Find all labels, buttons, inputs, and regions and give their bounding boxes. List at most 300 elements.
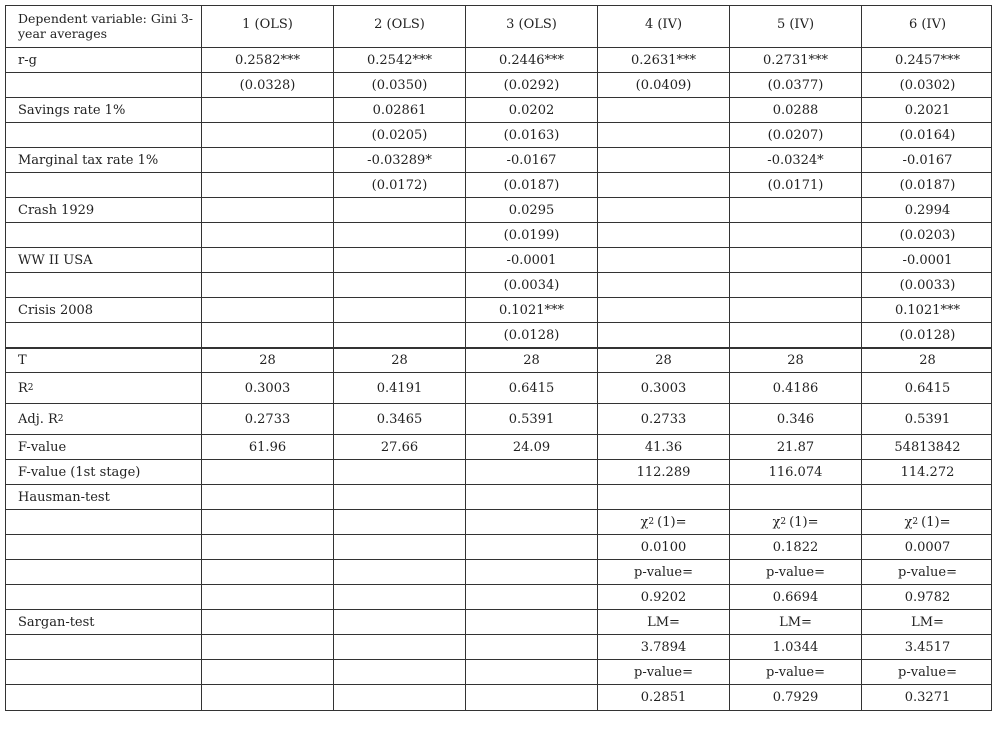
cell-value: 41.36 xyxy=(644,439,683,455)
table-row xyxy=(6,148,991,173)
table-cell xyxy=(466,435,598,459)
cell-value: p-value= xyxy=(766,564,825,580)
table-row xyxy=(6,173,991,198)
row-label xyxy=(6,123,202,147)
table-cell xyxy=(466,660,598,684)
table-cell xyxy=(598,460,730,484)
table-cell xyxy=(202,685,334,710)
row-label-text: Hausman-test xyxy=(18,489,110,505)
table-row xyxy=(6,404,991,435)
table-cell xyxy=(466,685,598,710)
table-row xyxy=(6,535,991,560)
row-label-text: T xyxy=(18,353,27,368)
table-cell xyxy=(862,560,993,584)
table-cell xyxy=(862,635,993,659)
table-cell xyxy=(202,48,334,72)
table-cell xyxy=(334,298,466,322)
table-cell xyxy=(466,485,598,509)
cell-value: 0.3003 xyxy=(244,380,291,396)
table-cell xyxy=(598,560,730,584)
cell-value: 0.2851 xyxy=(640,690,687,705)
table-cell: χ 2 (1)= xyxy=(730,510,862,534)
table-cell xyxy=(730,435,862,459)
table-row xyxy=(6,373,991,404)
table-cell xyxy=(466,98,598,122)
table-cell xyxy=(334,349,466,372)
row-label xyxy=(6,73,202,97)
cell-value: -0.0167 xyxy=(902,152,953,168)
table-cell xyxy=(730,373,862,403)
table-cell xyxy=(202,349,334,372)
table-cell xyxy=(598,685,730,710)
cell-value: (1)= xyxy=(921,514,951,530)
cell-value: 0.9782 xyxy=(904,589,951,605)
table-cell xyxy=(862,173,993,197)
table-cell xyxy=(730,535,862,559)
cell-value: (0.0187) xyxy=(503,177,560,193)
table-cell xyxy=(598,48,730,72)
table-cell xyxy=(334,485,466,509)
table-cell xyxy=(466,298,598,322)
row-label xyxy=(6,460,202,484)
cell-value: (0.0207) xyxy=(767,127,824,143)
table-row xyxy=(6,273,991,298)
row-label xyxy=(6,223,202,247)
table-row xyxy=(6,223,991,248)
column-header: 6 (IV) xyxy=(908,17,947,32)
table-cell xyxy=(202,323,334,347)
table-cell xyxy=(466,460,598,484)
chi-symbol: χ xyxy=(640,514,649,530)
table-row xyxy=(6,685,991,710)
row-label xyxy=(6,535,202,559)
table-cell xyxy=(202,535,334,559)
table-cell xyxy=(862,660,993,684)
table-cell xyxy=(334,173,466,197)
table-cell xyxy=(730,273,862,297)
table-cell xyxy=(598,373,730,403)
chi-symbol: χ xyxy=(904,514,913,530)
cell-value: 0.2457*** xyxy=(895,52,960,68)
row-label-text: WW II USA xyxy=(18,252,93,268)
cell-value: 0.0288 xyxy=(772,102,819,118)
row-label-text: Marginal tax rate 1% xyxy=(18,152,159,168)
cell-value: (0.0172) xyxy=(371,177,428,193)
table-cell xyxy=(466,323,598,347)
cell-value: 0.346 xyxy=(776,411,815,427)
table-cell xyxy=(862,485,993,509)
table-cell xyxy=(862,48,993,72)
cell-value: 0.2021 xyxy=(904,102,951,118)
row-label xyxy=(6,323,202,347)
cell-value: 0.2994 xyxy=(904,202,951,218)
table-cell xyxy=(334,273,466,297)
table-cell xyxy=(730,73,862,97)
table-cell xyxy=(598,198,730,222)
table-cell xyxy=(862,123,993,147)
cell-value: 116.074 xyxy=(768,464,823,480)
table-cell xyxy=(334,73,466,97)
cell-value: (0.0187) xyxy=(899,177,956,193)
table-cell xyxy=(862,198,993,222)
cell-value: 0.6415 xyxy=(508,380,555,396)
cell-value: (0.0409) xyxy=(635,77,692,93)
table-cell xyxy=(466,349,598,372)
table-cell xyxy=(730,560,862,584)
cell-value: 0.2631*** xyxy=(631,52,696,68)
table-row xyxy=(6,485,991,510)
row-label-text: Sargan-test xyxy=(18,614,95,630)
cell-value: 28 xyxy=(523,353,540,368)
table-cell xyxy=(202,404,334,434)
row-label xyxy=(6,273,202,297)
table-cell xyxy=(862,435,993,459)
table-cell xyxy=(202,635,334,659)
table-cell xyxy=(334,435,466,459)
cell-value: 0.2733 xyxy=(640,411,687,427)
table-cell xyxy=(334,323,466,347)
table-cell xyxy=(466,198,598,222)
cell-value: 0.0100 xyxy=(640,539,687,555)
table-cell xyxy=(730,48,862,72)
table-cell xyxy=(598,173,730,197)
table-cell xyxy=(334,685,466,710)
row-label: Adj. R 2 xyxy=(6,404,202,434)
table-cell xyxy=(466,635,598,659)
table-row xyxy=(6,248,991,273)
table-row xyxy=(6,585,991,610)
table-cell xyxy=(466,123,598,147)
row-label xyxy=(6,660,202,684)
table-cell xyxy=(598,404,730,434)
table-cell xyxy=(466,273,598,297)
table-cell xyxy=(466,404,598,434)
row-label-text: r-g xyxy=(18,52,37,68)
table-cell xyxy=(598,435,730,459)
cell-value: -0.0001 xyxy=(902,252,953,268)
cell-value: p-value= xyxy=(766,664,825,680)
table-row xyxy=(6,98,991,123)
table-cell xyxy=(598,635,730,659)
table-cell xyxy=(730,460,862,484)
table-cell xyxy=(862,460,993,484)
row-label xyxy=(6,298,202,322)
table-cell xyxy=(466,510,598,534)
table-cell xyxy=(730,685,862,710)
row-label-text: R xyxy=(18,380,28,396)
row-label-text: Savings rate 1% xyxy=(18,102,126,118)
table-cell xyxy=(202,98,334,122)
table-cell xyxy=(334,123,466,147)
row-label xyxy=(6,148,202,172)
table-cell xyxy=(202,198,334,222)
table-cell xyxy=(334,610,466,634)
regression-table xyxy=(5,5,992,711)
cell-value: 0.02861 xyxy=(372,102,427,118)
table-cell xyxy=(730,323,862,347)
table-cell xyxy=(862,148,993,172)
row-label-text: F-value xyxy=(18,439,67,455)
table-cell xyxy=(334,585,466,609)
cell-value: 0.1021*** xyxy=(895,302,960,318)
table-cell xyxy=(598,148,730,172)
cell-value: 0.3003 xyxy=(640,380,687,396)
cell-value: 28 xyxy=(919,353,936,368)
cell-value: (1)= xyxy=(657,514,687,530)
cell-value: (1)= xyxy=(789,514,819,530)
cell-value: (0.0205) xyxy=(371,127,428,143)
table-cell xyxy=(334,660,466,684)
cell-value: 28 xyxy=(391,353,408,368)
table-cell xyxy=(466,173,598,197)
cell-value: (0.0164) xyxy=(899,127,956,143)
column-header: 2 (OLS) xyxy=(334,6,466,47)
table-cell xyxy=(202,173,334,197)
cell-value: (0.0199) xyxy=(503,227,560,243)
table-cell xyxy=(730,223,862,247)
cell-value: (0.0033) xyxy=(899,277,956,293)
row-label xyxy=(6,610,202,634)
row-label xyxy=(6,435,202,459)
cell-value: 0.1822 xyxy=(772,539,819,555)
row-label-text: Adj. R xyxy=(18,411,58,427)
cell-value: 3.7894 xyxy=(640,639,687,655)
table-cell xyxy=(466,73,598,97)
table-row xyxy=(6,298,991,323)
cell-value: 0.6415 xyxy=(904,380,951,396)
table-cell xyxy=(862,685,993,710)
table-cell: χ 2 (1)= xyxy=(598,510,730,534)
cell-value: (0.0034) xyxy=(503,277,560,293)
table-cell xyxy=(730,610,862,634)
table-cell xyxy=(862,610,993,634)
cell-value: 28 xyxy=(655,353,672,368)
row-label xyxy=(6,173,202,197)
table-cell xyxy=(862,73,993,97)
table-cell xyxy=(598,273,730,297)
column-header: 1 (OLS) xyxy=(202,6,334,47)
table-cell xyxy=(334,373,466,403)
cell-value: 28 xyxy=(259,353,276,368)
table-row xyxy=(6,123,991,148)
table-cell xyxy=(202,510,334,534)
table-cell xyxy=(862,223,993,247)
table-cell xyxy=(730,349,862,372)
table-row xyxy=(6,460,991,485)
table-cell xyxy=(202,610,334,634)
cell-value: p-value= xyxy=(898,664,957,680)
table-cell xyxy=(862,404,993,434)
cell-value: 24.09 xyxy=(512,439,551,455)
table-cell xyxy=(598,223,730,247)
table-cell: χ 2 (1)= xyxy=(904,514,951,530)
table-cell xyxy=(730,660,862,684)
cell-value: 114.272 xyxy=(900,464,955,480)
table-cell xyxy=(730,585,862,609)
table-cell xyxy=(598,485,730,509)
cell-value: 0.4186 xyxy=(772,380,819,396)
cell-value: 0.5391 xyxy=(508,411,555,427)
table-cell xyxy=(334,404,466,434)
cell-value: LM= xyxy=(779,614,812,630)
table-cell xyxy=(202,585,334,609)
table-cell xyxy=(334,635,466,659)
table-cell xyxy=(862,323,993,347)
row-label xyxy=(6,349,202,372)
table-cell xyxy=(202,148,334,172)
header-label: Dependent variable: Gini 3-year averages xyxy=(6,6,202,47)
table-cell xyxy=(598,248,730,272)
row-label: R 2 xyxy=(6,373,202,403)
table-cell xyxy=(202,73,334,97)
table-row xyxy=(6,560,991,585)
cell-value: 0.0007 xyxy=(904,539,951,555)
row-label-text: Crash 1929 xyxy=(18,202,95,218)
column-header: 3 (OLS) xyxy=(466,6,598,47)
cell-value: 0.1021*** xyxy=(499,302,564,318)
cell-value: (0.0350) xyxy=(371,77,428,93)
table-cell xyxy=(598,98,730,122)
table-cell xyxy=(202,485,334,509)
row-label xyxy=(6,685,202,710)
row-label-text: F-value (1st stage) xyxy=(18,464,141,480)
table-cell xyxy=(598,298,730,322)
table-row xyxy=(6,198,991,223)
table-cell xyxy=(466,223,598,247)
table-cell xyxy=(598,73,730,97)
table-cell xyxy=(202,660,334,684)
cell-value: 0.6694 xyxy=(772,589,819,605)
cell-value: 0.2446*** xyxy=(499,52,564,68)
row-label xyxy=(6,248,202,272)
cell-value: 61.96 xyxy=(248,439,287,455)
table-cell xyxy=(730,173,862,197)
table-cell xyxy=(466,535,598,559)
table-row xyxy=(6,635,991,660)
table-cell xyxy=(730,298,862,322)
cell-value: (0.0163) xyxy=(503,127,560,143)
table-cell xyxy=(730,198,862,222)
cell-value: 1.0344 xyxy=(772,639,819,655)
cell-value: -0.0324* xyxy=(767,152,824,168)
table-cell xyxy=(862,535,993,559)
table-cell xyxy=(334,198,466,222)
cell-value: 0.2582*** xyxy=(235,52,300,68)
header-row xyxy=(6,6,991,48)
cell-value: 0.3465 xyxy=(376,411,423,427)
row-label xyxy=(6,485,202,509)
column-header: 5 (IV) xyxy=(730,6,862,47)
cell-value: 27.66 xyxy=(380,439,419,455)
table-cell xyxy=(730,404,862,434)
table-cell xyxy=(202,373,334,403)
table-cell xyxy=(334,460,466,484)
table-cell xyxy=(862,585,993,609)
cell-value: 21.87 xyxy=(776,439,815,455)
table-cell xyxy=(862,298,993,322)
table-row xyxy=(6,610,991,635)
table-row xyxy=(6,660,991,685)
cell-value: (0.0203) xyxy=(899,227,956,243)
table-cell xyxy=(202,560,334,584)
cell-value: (0.0128) xyxy=(899,327,956,343)
row-label xyxy=(6,198,202,222)
table-cell xyxy=(334,510,466,534)
table-cell xyxy=(598,660,730,684)
table-cell xyxy=(466,248,598,272)
table-cell xyxy=(202,435,334,459)
cell-value: -0.0001 xyxy=(506,252,557,268)
row-label-text: Crisis 2008 xyxy=(18,302,94,318)
row-label xyxy=(6,48,202,72)
table-cell xyxy=(334,98,466,122)
cell-value: 54813842 xyxy=(894,439,961,455)
cell-value: 0.2542*** xyxy=(367,52,432,68)
cell-value: 0.4191 xyxy=(376,380,423,396)
table-cell xyxy=(730,485,862,509)
cell-value: p-value= xyxy=(634,564,693,580)
table-cell xyxy=(466,585,598,609)
table-cell xyxy=(598,585,730,609)
table-cell xyxy=(730,635,862,659)
chi-symbol: χ xyxy=(772,514,781,530)
table-cell xyxy=(730,123,862,147)
cell-value: 3.4517 xyxy=(904,639,951,655)
cell-value: p-value= xyxy=(634,664,693,680)
cell-value: (0.0292) xyxy=(503,77,560,93)
cell-value: 0.3271 xyxy=(904,690,951,705)
cell-value: LM= xyxy=(647,614,680,630)
table-row xyxy=(6,48,991,73)
row-label xyxy=(6,585,202,609)
table-cell xyxy=(334,148,466,172)
cell-value: 0.9202 xyxy=(640,589,687,605)
table-cell xyxy=(598,610,730,634)
table-cell xyxy=(202,298,334,322)
cell-value: 0.2733 xyxy=(244,411,291,427)
column-header: 4 (IV) xyxy=(598,6,730,47)
cell-value: 0.0295 xyxy=(508,202,555,218)
cell-value: (0.0377) xyxy=(767,77,824,93)
cell-value: 28 xyxy=(787,353,804,368)
table-cell xyxy=(466,610,598,634)
cell-value: (0.0171) xyxy=(767,177,824,193)
cell-value: (0.0302) xyxy=(899,77,956,93)
table-cell xyxy=(202,460,334,484)
table-cell xyxy=(862,349,993,372)
table-cell xyxy=(466,560,598,584)
table-cell xyxy=(730,248,862,272)
table-cell xyxy=(202,223,334,247)
table-cell xyxy=(202,273,334,297)
table-cell xyxy=(202,123,334,147)
table-cell xyxy=(202,248,334,272)
cell-value: (0.0328) xyxy=(239,77,296,93)
cell-value: 0.2731*** xyxy=(763,52,828,68)
cell-value: (0.0128) xyxy=(503,327,560,343)
cell-value: 0.5391 xyxy=(904,411,951,427)
row-label xyxy=(6,635,202,659)
cell-value: -0.0167 xyxy=(506,152,557,168)
table-cell xyxy=(598,323,730,347)
table-cell xyxy=(334,535,466,559)
table-row xyxy=(6,73,991,98)
table-cell xyxy=(334,223,466,247)
table-row xyxy=(6,510,991,535)
cell-value: 0.0202 xyxy=(508,102,555,118)
table-cell xyxy=(598,349,730,372)
row-label xyxy=(6,98,202,122)
